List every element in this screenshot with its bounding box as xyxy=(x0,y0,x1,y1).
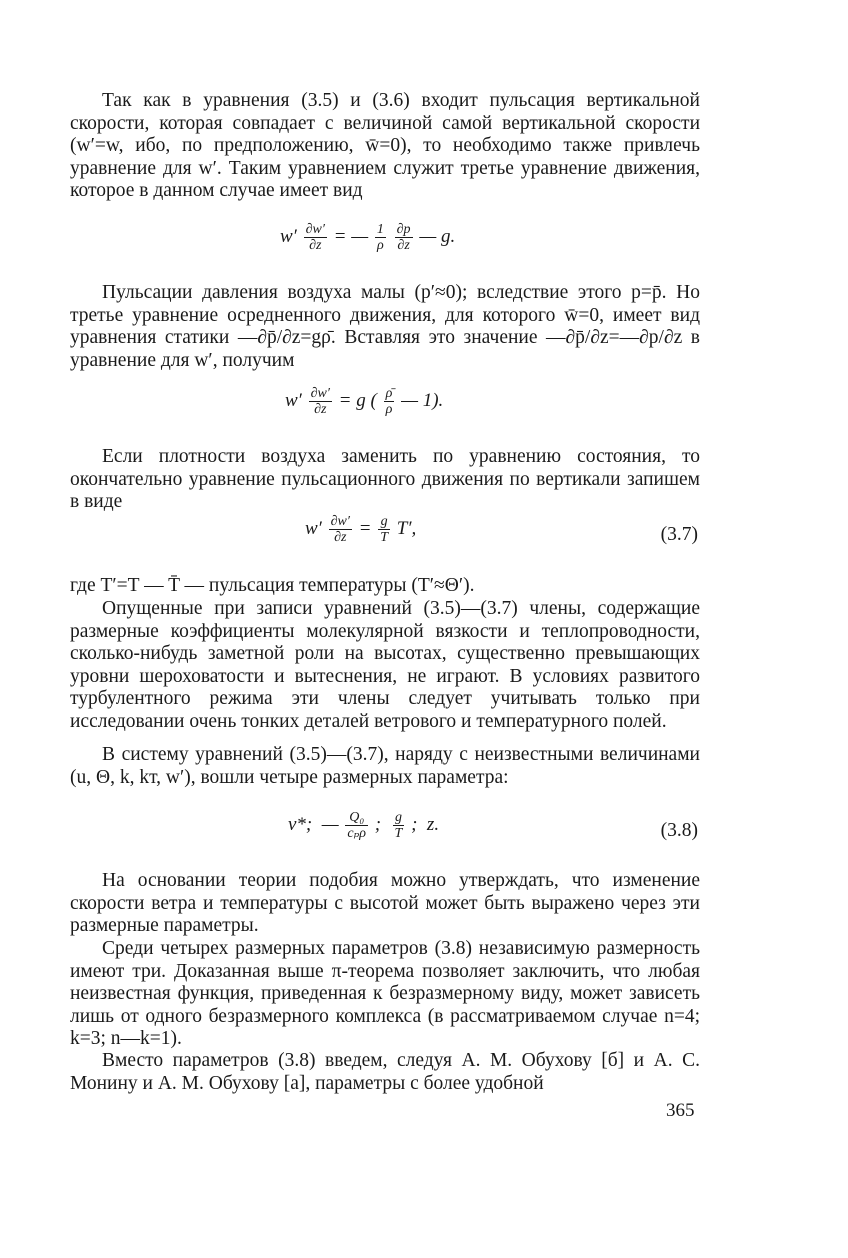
paragraph-3: Если плотности воздуха заменить по уравнению состояния, то окончательно уравнение пульсационного движения по вертикали запишем в виде xyxy=(70,446,700,513)
eq3-frac1-den: ∂z xyxy=(334,530,347,545)
eq2-frac2 xyxy=(384,386,395,417)
eq1-frac2-den: ρ xyxy=(377,238,384,253)
paragraph-4: где T′=T — T̄ — пульсация температуры (T′≈Θ′). xyxy=(70,575,475,596)
eq1-tail: — g. xyxy=(419,225,456,247)
eq3-frac1 xyxy=(329,514,352,545)
paragraph-8: Среди четырех размерных параметров (3.8) независимую размерность имеют три. Доказанная выше π-теорема позволяет заключить, что любая неизвестная функция, приведенная к безразмерному виду, может зависеть лишь от одного безразмерного комплекса (в рассматриваемом случае n=4; k=3; n—k=1). xyxy=(70,938,700,1050)
equation-statics-substitution xyxy=(285,386,443,417)
paragraph-9: Вместо параметров (3.8) введем, следуя А. М. Обухову [б] и А. С. Монину и А. М. Обухову [а], параметры с более удобной xyxy=(70,1050,700,1094)
eq4-frac1-den: cₚρ xyxy=(347,826,366,841)
eq1-frac2-num: 1 xyxy=(376,222,384,237)
paragraph-1: Так как в уравнения (3.5) и (3.6) входит пульсация вертикальной скорости, которая совпадает с величиной самой вертикальной скорости (w′=w, ибо, по предположению, w̄=0), то необходимо также привлечь уравнение для w′. Таким уравнением служит третье уравнение движения, которое в данном случае имеет вид xyxy=(70,90,700,202)
eq4-frac2-den: T xyxy=(394,826,403,841)
eq1-frac2 xyxy=(375,222,386,253)
eq1-frac3 xyxy=(395,222,413,253)
paragraph-6: В систему уравнений (3.5)—(3.7), наряду с неизвестными величинами (u, Θ, k, kт, w′), вошли четыре размерных параметра: xyxy=(70,744,700,788)
eq4-frac2-num: g xyxy=(393,810,405,826)
eq2-frac1 xyxy=(309,386,332,417)
eq3-frac2-num: g xyxy=(378,514,390,530)
eq4-t5: z. xyxy=(426,813,440,835)
eq1-lhs: w′ xyxy=(280,225,297,247)
eq1-frac3-den: ∂z xyxy=(397,238,410,253)
eq3-mid: = xyxy=(358,517,372,539)
eq1-mid: = — xyxy=(333,225,369,247)
equation-vertical-motion xyxy=(280,222,455,253)
eq2-frac1-num: ∂w′ xyxy=(310,386,330,401)
page-number: 365 xyxy=(666,1100,695,1121)
eq3-frac2-den: T xyxy=(380,530,389,545)
eq2-lhs: w′ xyxy=(285,389,302,411)
equation-3-7 xyxy=(305,514,700,545)
eq4-t1: v*; xyxy=(288,813,313,835)
eq4-t4: ; xyxy=(411,813,418,835)
eq3-frac1-num: ∂w′ xyxy=(330,514,350,529)
eq3-tail: T′, xyxy=(396,517,417,539)
eq2-frac1-den: ∂z xyxy=(314,402,327,417)
eq1-frac1 xyxy=(304,222,327,253)
eq3-lhs: w′ xyxy=(305,517,322,539)
eq1-frac1-num: ∂w′ xyxy=(305,222,325,237)
equation-number-3-7: (3.7) xyxy=(660,524,698,545)
eq2-frac2-den: ρ xyxy=(385,402,393,417)
eq1-frac1-den: ∂z xyxy=(309,238,322,253)
eq4-t3: ; xyxy=(374,813,382,835)
eq2-frac2-num: ρ̄ xyxy=(385,386,393,401)
eq4-t2: — xyxy=(321,813,339,835)
paragraph-7: На основании теории подобия можно утверждать, что изменение скорости ветра и температуры с высотой может быть выражено через эти размерные параметры. xyxy=(70,870,700,937)
equation-3-8 xyxy=(288,810,439,841)
eq1-frac3-num: ∂p xyxy=(396,222,411,237)
eq4-frac2 xyxy=(393,810,405,841)
paragraph-5: Опущенные при записи уравнений (3.5)—(3.7) члены, содержащие размерные коэффициенты молекулярной вязкости и теплопроводности, сколько-нибудь заметной роли на высотах, существенно превышающих уровни шероховатости и вытеснения, не играют. В условиях развитого турбулентного режима эти члены следует учитывать только при исследовании очень тонких деталей ветрового и температурного полей. xyxy=(70,598,700,732)
eq3-frac2 xyxy=(378,514,390,545)
eq4-frac1-num: Q₀ xyxy=(345,810,368,826)
equation-number-3-8: (3.8) xyxy=(660,820,698,841)
paragraph-2: Пульсации давления воздуха малы (p′≈0); вследствие этого p=p̄. Но третье уравнение осредненного движения, для которого w̄=0, имеет вид уравнения статики —∂p̄/∂z=gρ̄. Вставляя это значение —∂p̄/∂z=—∂p/∂z в уравнение для w′, получим xyxy=(70,282,700,371)
eq2-tail: — 1). xyxy=(401,389,444,411)
eq2-mid: = g ( xyxy=(338,389,377,411)
eq4-frac1 xyxy=(345,810,368,841)
